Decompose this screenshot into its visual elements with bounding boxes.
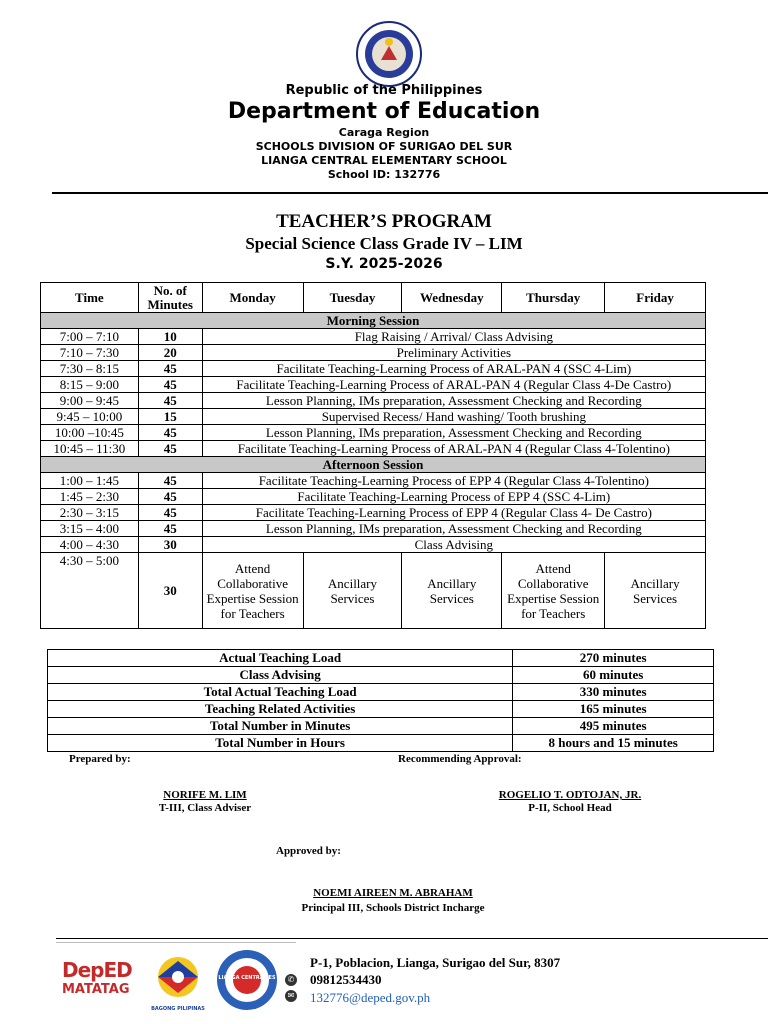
morning-session-label: Morning Session <box>41 313 706 329</box>
minutes-cell: 45 <box>138 361 202 377</box>
load-summary-table <box>47 649 714 752</box>
approver-title: Principal III, Schools District Incharge <box>301 902 485 914</box>
minutes-cell: 30 <box>138 537 202 553</box>
time-cell: 10:00 –10:45 <box>41 425 139 441</box>
load-value: 8 hours and 15 minutes <box>513 735 714 752</box>
minutes-cell: 45 <box>138 505 202 521</box>
footer-address: P-1, Poblacion, Lianga, Surigao del Sur, 8307 <box>310 955 561 970</box>
load-row <box>48 650 714 667</box>
activity-cell: Lesson Planning, IMs preparation, Assessment Checking and Recording <box>202 393 705 409</box>
footer-divider-light <box>56 942 296 943</box>
load-value: 165 minutes <box>513 701 714 718</box>
approver-name: NOEMI AIREEN M. ABRAHAM <box>313 887 473 899</box>
schedule-table <box>40 282 706 629</box>
deped-seal-logo <box>355 20 423 88</box>
activity-cell: Lesson Planning, IMs preparation, Assessment Checking and Recording <box>202 425 705 441</box>
afternoon-session-label: Afternoon Session <box>41 457 706 473</box>
table-row <box>41 345 706 361</box>
bagong-pilipinas-text: BAGONG PILIPINAS <box>151 1006 205 1012</box>
load-label: Total Actual Teaching Load <box>48 684 513 701</box>
table-row-last <box>41 553 706 629</box>
program-subtitle: Special Science Class Grade IV – LIM <box>245 234 523 253</box>
program-title: TEACHER’S PROGRAM <box>276 211 492 232</box>
time-cell: 3:15 – 4:00 <box>41 521 139 537</box>
table-row <box>41 329 706 345</box>
preparer-title: T-III, Class Adviser <box>158 802 252 814</box>
minutes-cell: 45 <box>138 377 202 393</box>
region-line: Caraga Region <box>338 126 430 139</box>
time-cell: 7:00 – 7:10 <box>41 329 139 345</box>
time-cell: 7:10 – 7:30 <box>41 345 139 361</box>
col-time: Time <box>41 283 139 313</box>
time-cell: 2:30 – 3:15 <box>41 505 139 521</box>
minutes-cell: 45 <box>138 521 202 537</box>
minutes-cell: 30 <box>138 553 202 629</box>
activity-cell: Facilitate Teaching-Learning Process of ARAL-PAN 4 (SSC 4-Lim) <box>202 361 705 377</box>
minutes-cell: 20 <box>138 345 202 361</box>
table-row <box>41 377 706 393</box>
activity-cell: Flag Raising / Arrival/ Class Advising <box>202 329 705 345</box>
activity-cell: Preliminary Activities <box>202 345 705 361</box>
prepared-by-label: Prepared by: <box>69 753 131 765</box>
deped-matatag-logo <box>62 958 140 1013</box>
footer-phone: 09812534430 <box>310 972 382 987</box>
minutes-cell: 45 <box>138 425 202 441</box>
recommending-label: Recommending Approval: <box>398 753 522 765</box>
col-minutes: No. of Minutes <box>138 283 202 313</box>
activity-cell: Facilitate Teaching-Learning Process of EPP 4 (Regular Class 4- De Castro) <box>202 505 705 521</box>
activity-cell: Supervised Recess/ Hand washing/ Tooth brushing <box>202 409 705 425</box>
minutes-cell: 45 <box>138 393 202 409</box>
load-row <box>48 735 714 752</box>
recommender-title: P-II, School Head <box>528 802 612 814</box>
approved-by-label: Approved by: <box>276 845 341 857</box>
col-friday: Friday <box>605 283 706 313</box>
col-monday: Monday <box>202 283 303 313</box>
table-row <box>41 409 706 425</box>
time-cell: 4:00 – 4:30 <box>41 537 139 553</box>
table-row <box>41 521 706 537</box>
department-title: Department of Education <box>227 99 541 124</box>
load-label: Actual Teaching Load <box>48 650 513 667</box>
activity-cell: Facilitate Teaching-Learning Process of EPP 4 (Regular Class 4-Tolentino) <box>202 473 705 489</box>
load-row <box>48 667 714 684</box>
header-row <box>41 283 706 313</box>
load-value: 330 minutes <box>513 684 714 701</box>
load-value: 60 minutes <box>513 667 714 684</box>
footer-email[interactable]: 132776@deped.gov.ph <box>310 990 431 1005</box>
activity-cell: Class Advising <box>202 537 705 553</box>
school-year: S.Y. 2025-2026 <box>325 256 443 272</box>
table-row <box>41 473 706 489</box>
load-row <box>48 718 714 735</box>
school-line: LIANGA CENTRAL ELEMENTARY SCHOOL <box>261 154 507 167</box>
activity-cell: Facilitate Teaching-Learning Process of ARAL-PAN 4 (Regular Class 4-De Castro) <box>202 377 705 393</box>
table-row <box>41 505 706 521</box>
school-seal-logo <box>215 948 279 1012</box>
friday-cell: Ancillary Services <box>605 553 706 629</box>
time-cell: 4:30 – 5:00 <box>41 553 139 629</box>
table-row <box>41 393 706 409</box>
recommender-name: ROGELIO T. ODTOJAN, JR. <box>498 789 642 801</box>
table-row <box>41 489 706 505</box>
col-thursday: Thursday <box>502 283 605 313</box>
load-label: Teaching Related Activities <box>48 701 513 718</box>
col-tuesday: Tuesday <box>303 283 402 313</box>
minutes-cell: 45 <box>138 441 202 457</box>
footer-divider <box>56 938 768 939</box>
school-seal-text: LIANGA CENTRAL ES <box>218 975 276 981</box>
matatag-logo-text: MATATAG <box>62 982 130 997</box>
time-cell: 7:30 – 8:15 <box>41 361 139 377</box>
table-row <box>41 441 706 457</box>
deped-logo-text: DepED <box>62 958 132 982</box>
load-label: Total Number in Minutes <box>48 718 513 735</box>
table-row <box>41 537 706 553</box>
time-cell: 10:45 – 11:30 <box>41 441 139 457</box>
monday-cell: Attend Collaborative Expertise Session for Teachers <box>202 553 303 629</box>
activity-cell: Lesson Planning, IMs preparation, Assessment Checking and Recording <box>202 521 705 537</box>
email-icon: ✉ <box>285 990 297 1002</box>
time-cell: 1:00 – 1:45 <box>41 473 139 489</box>
preparer-name: NORIFE M. LIM <box>163 789 247 801</box>
load-row <box>48 684 714 701</box>
school-id-line: School ID: 132776 <box>327 168 441 181</box>
header-divider <box>52 192 768 194</box>
table-row <box>41 425 706 441</box>
tuesday-cell: Ancillary Services <box>303 553 402 629</box>
time-cell: 9:00 – 9:45 <box>41 393 139 409</box>
load-row <box>48 701 714 718</box>
table-row <box>41 361 706 377</box>
phone-icon: ✆ <box>285 974 297 986</box>
afternoon-session-row <box>41 457 706 473</box>
activity-cell: Facilitate Teaching-Learning Process of EPP 4 (SSC 4-Lim) <box>202 489 705 505</box>
bagong-pilipinas-logo <box>147 953 209 1013</box>
republic-line: Republic of the Philippines <box>285 83 483 98</box>
col-wednesday: Wednesday <box>402 283 502 313</box>
morning-session-row <box>41 313 706 329</box>
time-cell: 8:15 – 9:00 <box>41 377 139 393</box>
load-label: Total Number in Hours <box>48 735 513 752</box>
minutes-cell: 10 <box>138 329 202 345</box>
division-line: SCHOOLS DIVISION OF SURIGAO DEL SUR <box>255 140 513 153</box>
thursday-cell: Attend Collaborative Expertise Session for Teachers <box>502 553 605 629</box>
wednesday-cell: Ancillary Services <box>402 553 502 629</box>
load-value: 270 minutes <box>513 650 714 667</box>
minutes-cell: 45 <box>138 489 202 505</box>
minutes-cell: 15 <box>138 409 202 425</box>
activity-cell: Facilitate Teaching-Learning Process of ARAL-PAN 4 (Regular Class 4-Tolentino) <box>202 441 705 457</box>
time-cell: 9:45 – 10:00 <box>41 409 139 425</box>
load-value: 495 minutes <box>513 718 714 735</box>
minutes-cell: 45 <box>138 473 202 489</box>
load-label: Class Advising <box>48 667 513 684</box>
time-cell: 1:45 – 2:30 <box>41 489 139 505</box>
